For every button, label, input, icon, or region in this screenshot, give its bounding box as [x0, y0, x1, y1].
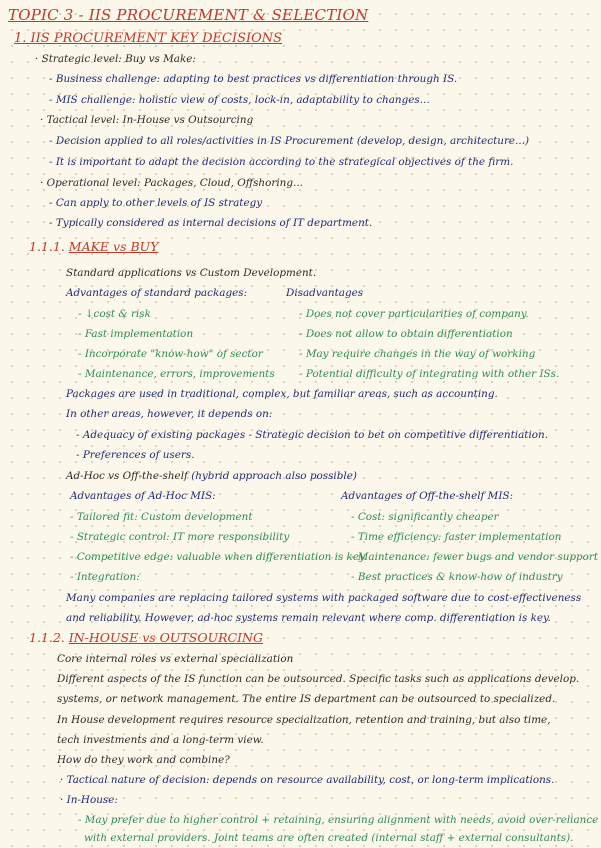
advantage-item: - ↓cost & risk	[78, 308, 151, 320]
standard-vs-custom: Standard applications vs Custom Development.	[66, 267, 317, 279]
subsection-number: 1.1.2.	[29, 630, 65, 645]
section-heading: 1. IIS PROCUREMENT KEY DECISIONS	[14, 31, 283, 46]
adhoc-note: (hybrid approach also possible)	[191, 470, 357, 482]
advantage-item: - Maintenance, errors, improvements	[78, 368, 275, 380]
summary-text: Many companies are replacing tailored systems with packaged software due to cost-effectiveness	[66, 592, 582, 604]
outsourcing-text: tech investments and a long-term view.	[57, 734, 264, 746]
adhoc-item: - Integration:	[70, 571, 140, 583]
inhouse-heading: · In-House:	[60, 794, 118, 806]
subsection-heading	[29, 631, 263, 645]
tactical-level: · Tactical level: In-House vs Outsourcing	[40, 114, 254, 126]
ots-item: - Maintenance: fewer bugs and vendor support	[351, 551, 598, 563]
disadvantages-heading: Disadvantages	[286, 287, 364, 299]
disadvantage-item: - May require changes in the way of working	[299, 348, 536, 360]
operational-level: · Operational level: Packages, Cloud, Offshoring...	[40, 177, 303, 189]
strategic-level: · Strategic level: Buy vs Make:	[35, 53, 196, 65]
depends-item: - Adequacy of existing packages - Strategic decision to bet on competitive differentiation.	[76, 429, 549, 441]
strategic-point: - MIS challenge: holistic view of costs, lock-in, adaptability to changes...	[49, 94, 430, 106]
outsourcing-text: systems, or network management. The entire IS department can be outsourced to specialized.	[57, 693, 556, 705]
operational-point: - Can apply to other levels of IS strategy	[49, 197, 263, 209]
inhouse-point: - May prefer due to higher control + retaining, ensuring alignment with needs, avoid over-reliance	[78, 814, 599, 826]
advantage-item: - Fast implementation	[78, 328, 194, 340]
packages-text: In other areas, however, it depends on:	[66, 408, 273, 420]
advantages-heading: Advantages of standard packages:	[66, 287, 248, 299]
adhoc-item: - Competitive edge: valuable when differentiation is key	[70, 551, 365, 563]
page-title: TOPIC 3 - IIS PROCUREMENT & SELECTION	[8, 6, 369, 24]
adhoc-heading-line	[66, 469, 357, 483]
strategic-point: - Business challenge: adapting to best practices vs differentiation through IS.	[49, 73, 458, 85]
tactical-nature: · Tactical nature of decision: depends on resource availability, cost, or long-term implications.	[60, 774, 555, 786]
ots-item: - Cost: significantly cheaper	[351, 511, 499, 523]
tactical-point: - Decision applied to all roles/activities in IS Procurement (develop, design, architecture...)	[49, 135, 530, 147]
ots-advantages-heading: Advantages of Off-the-shelf MIS:	[341, 490, 514, 502]
subsection-number: 1.1.1.	[29, 239, 65, 254]
adhoc-item: - Tailored fit: Custom development	[70, 511, 253, 523]
how-question: How do they work and combine?	[57, 754, 230, 766]
ots-item: - Best practices & know-how of industry	[351, 571, 563, 583]
disadvantage-item: - Potential difficulty of integrating with other ISs.	[299, 368, 560, 380]
adhoc-item: - Strategic control: IT more responsibility	[70, 531, 290, 543]
subsection-title: IN-HOUSE vs OUTSOURCING	[68, 630, 263, 645]
depends-item: - Preferences of users.	[76, 449, 195, 461]
packages-text: Packages are used in traditional, complex, but familiar areas, such as accounting.	[66, 388, 498, 400]
tactical-point: - It is important to adapt the decision according to the strategical objectives of the firm.	[49, 156, 514, 168]
subsection-heading	[29, 240, 158, 254]
outsourcing-text: In House development requires resource specialization, retention and training, but also time,	[57, 714, 551, 726]
disadvantage-item: - Does not allow to obtain differentiation	[299, 328, 513, 340]
adhoc-heading: Ad-Hoc vs Off-the-shelf	[66, 470, 188, 482]
adhoc-advantages-heading: Advantages of Ad-Hoc MIS:	[70, 490, 216, 502]
advantage-item: - Incorporate "know-how" of sector	[78, 348, 263, 360]
disadvantage-item: - Does not cover particularities of company.	[299, 308, 529, 320]
operational-point: - Typically considered as internal decisions of IT department.	[49, 217, 373, 229]
subsection-title: MAKE vs BUY	[68, 239, 159, 254]
core-vs-external: Core internal roles vs external specialization	[57, 653, 294, 665]
summary-text: and reliability. However, ad-hoc systems remain relevant where comp. differentiation is key.	[66, 612, 551, 624]
ots-item: - Time efficiency: faster implementation	[351, 531, 562, 543]
outsourcing-text: Different aspects of the IS function can be outsourced. Specific tasks such as applications develop.	[57, 673, 580, 685]
inhouse-point: with external providers. Joint teams are often created (internal staff + external consultants).	[84, 832, 574, 844]
